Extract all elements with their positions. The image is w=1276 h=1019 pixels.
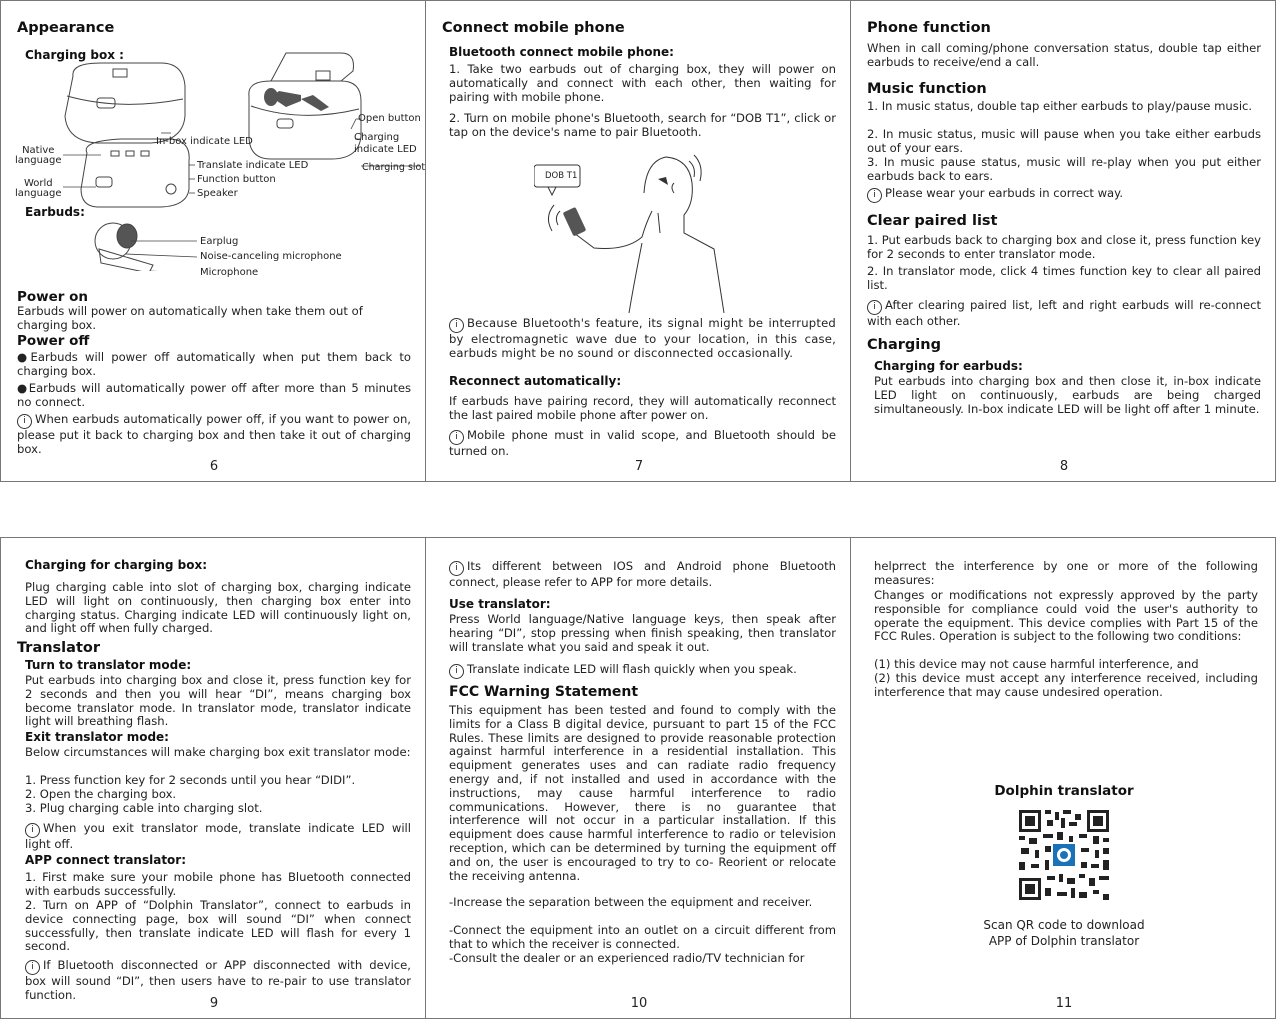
exit-info-text: When you exit translator mode, translate indicate LED will light off. (25, 821, 411, 851)
exit-info (25, 822, 411, 852)
label-speaker: Speaker (197, 188, 238, 199)
bt-connect-subtitle: Bluetooth connect mobile phone: (449, 45, 674, 59)
scope-info (449, 429, 836, 459)
phone-function-title: Phone function (867, 20, 991, 36)
label-charging-led: Charging indicate LED (354, 132, 417, 155)
page-11 (850, 537, 1276, 1019)
fcc-changes-text: Changes or modifications not expressly approved by the party responsible for compliance could void the user's authority to operate the equipment. This device complies with Part 15 of the FCC Rules. Operation is subject to the following two conditions: (874, 588, 1258, 644)
power-off-title: Power off (17, 333, 90, 349)
scan-text-2: APP of Dolphin translator (988, 934, 1140, 948)
qr-code-icon (1017, 808, 1111, 902)
earbuds-label: Earbuds: (25, 205, 85, 219)
music-item-3 (867, 156, 1261, 184)
music-item-1 (867, 100, 1261, 114)
exit-intro: Below circumstances will make charging box exit translator mode: (25, 745, 411, 759)
fcc-condition-2: (2) this device must accept any interference received, including interference that may cause undesired operation. (874, 671, 1258, 699)
fcc-measure-2: -Connect the equipment into an outlet on a circuit different from that to which the receiver is connected. (449, 923, 836, 951)
step-2-text: Turn on mobile phone's Bluetooth, search for “DOB T1”, click or tap on the device's name to pair Bluetooth. (449, 111, 836, 139)
step-1-num: 1. (449, 62, 468, 76)
label-noise-mic: Noise-canceling microphone (200, 251, 342, 262)
connect-title: Connect mobile phone (442, 20, 625, 36)
item-num: 1. (25, 870, 43, 884)
charging-earbuds-text: Put earbuds into charging box and then close it, in-box indicate LED light on continuously, earbuds are being charged simultaneously. In-box indicate LED will be light off after 1 minute. (874, 374, 1261, 416)
fcc-measure-3: -Consult the dealer or an experienced radio/TV technician for (449, 951, 805, 965)
exit-item-1: 1. Press function key for 2 seconds until you hear “DIDI”. (25, 773, 356, 787)
info-icon: i (25, 823, 40, 838)
clear-text-2: In translator mode, click 4 times function key to clear all paired list. (867, 264, 1261, 292)
translate-led-info-text: Translate indicate LED will flash quickly when you speak. (467, 662, 797, 676)
music-info-text: Please wear your earbuds in correct way. (885, 186, 1124, 200)
charging-title: Charging (867, 337, 941, 353)
charging-box-subtitle: Charging for charging box: (25, 558, 207, 572)
label-microphone: Microphone (200, 267, 259, 278)
turn-to-translator-text: Put earbuds into charging box and close it, press function key for 2 seconds and then you will hear “DI”, means charging box become translator mode. In translator mode, translator indicate light will breathing flash. (25, 673, 411, 729)
item-num: 2. (25, 898, 44, 912)
exit-translator-subtitle: Exit translator mode: (25, 730, 169, 744)
bluetooth-name-bubble: DOB T1 (545, 171, 578, 181)
use-translator-subtitle: Use translator: (449, 597, 551, 611)
label-function-button: Function button (197, 174, 276, 185)
exit-item-3: 3. Plug charging cable into charging slot. (25, 801, 263, 815)
page-number: 8 (1059, 459, 1069, 474)
label-native-language: Native language (15, 145, 62, 166)
reconnect-subtitle: Reconnect automatically: (449, 374, 622, 388)
clear-info-text: After clearing paired list, left and right earbuds will re-connect with each other. (867, 298, 1261, 328)
info-icon: i (867, 188, 882, 203)
charging-box-text: Plug charging cable into slot of charging box, charging indicate LED will light on continuously, then charging box enter into charging status. Charging indicate LED will continuously light on, and light off when fully charged. (25, 580, 411, 636)
music-function-title: Music function (867, 81, 987, 97)
clear-text-1: Put earbuds back to charging box and close it, press function key for 2 seconds to enter translator mode. (867, 233, 1261, 261)
music-item-2 (867, 128, 1261, 156)
page-number: 11 (1055, 996, 1073, 1011)
step-2 (449, 112, 836, 140)
info-icon: i (449, 430, 464, 445)
power-on-title: Power on (17, 289, 89, 305)
charging-box-label: Charging box : (25, 48, 124, 62)
page-8 (850, 0, 1276, 482)
scope-info-text: Mobile phone must in valid scope, and Bluetooth should be turned on. (449, 428, 836, 458)
label-world-language: World language (15, 178, 62, 199)
music-text-3: In music pause status, music will re-play when you put either earbuds back to ears. (867, 155, 1261, 183)
fcc-title: FCC Warning Statement (449, 684, 639, 700)
label-open-button: Open button (358, 113, 421, 124)
item-num: 3. (867, 155, 884, 169)
step-2-num: 2. (449, 111, 465, 125)
clear-item-1 (867, 234, 1261, 262)
page-number: 10 (630, 996, 648, 1011)
info-icon: i (449, 318, 464, 333)
app-connect-subtitle: APP connect translator: (25, 853, 187, 867)
bullet-icon: ● (17, 350, 31, 364)
clear-item-2 (867, 265, 1261, 293)
info-icon: i (25, 960, 40, 975)
bullet-icon: ● (17, 381, 29, 395)
app-text-2: Turn on APP of “Dolphin Translator”, connect to earbuds in device connecting page, box will sound “DI” when connect successfully, then translate indicate LED will flash for every 1 second. (25, 898, 412, 954)
item-num: 2. (867, 127, 883, 141)
appearance-title: Appearance (17, 20, 115, 36)
power-off-item-2 (17, 382, 411, 410)
power-off-item-1 (17, 351, 411, 379)
item-num: 2. (867, 264, 883, 278)
label-translate-led: Translate indicate LED (197, 160, 309, 171)
page-9 (0, 537, 426, 1019)
clear-paired-title: Clear paired list (867, 213, 998, 229)
power-on-text: Earbuds will power on automatically when take them out of charging box. (17, 304, 363, 332)
info-icon: i (867, 300, 882, 315)
power-off-info-text: When earbuds automatically power off, if you want to power on, please put it back to charging box and then take it out of charging box. (17, 412, 411, 456)
fcc-continued-text: helprrect the interference by one or more of the following measures: (874, 559, 1258, 587)
label-earplug: Earplug (200, 236, 239, 247)
page-number: 9 (209, 996, 219, 1011)
translator-title: Translator (17, 640, 100, 656)
reconnect-text: If earbuds have pairing record, they will automatically reconnect the last paired mobile phone after power on. (449, 394, 836, 422)
fcc-text: This equipment has been tested and found to comply with the limits for a Class B digital device, pursuant to part 15 of the FCC Rules. These limits are designed to provide reasonable protection against harmful interference in a residential installation. This equipment generates uses and can radiate radio frequency energy and, if not installed and used in accordance with the instructions, may cause harmful interference to radio communications. However, there is no guarantee that interference will not occur in a particular installation. If this equipment does cause harmful interference to radio or television reception, which can be determined by turning the equipment off and on, the user is encouraged to try to co- Reorient or relocate the receiving antenna. (449, 703, 836, 883)
scan-text-1: Scan QR code to download (983, 918, 1145, 932)
power-off-text-2: Earbuds will automatically power off after more than 5 minutes no connect. (17, 381, 412, 409)
item-num: 1. (867, 233, 882, 247)
music-info (867, 187, 1261, 203)
page-number: 7 (634, 459, 644, 474)
power-off-text-1: Earbuds will power off automatically when put them back to charging box. (17, 350, 411, 378)
fcc-measure-1: -Increase the separation between the equipment and receiver. (449, 895, 813, 909)
page-7 (425, 0, 851, 482)
fcc-condition-1: (1) this device may not cause harmful interference, and (874, 657, 1199, 671)
info-icon: i (449, 664, 464, 679)
info-icon: i (17, 414, 32, 429)
music-text-2: In music status, music will pause when you take either earbuds out of your ears. (867, 127, 1261, 155)
ios-android-info (449, 560, 836, 590)
step-1-text: Take two earbuds out of charging box, they will power on automatically and connect with each other, then waiting for pairing with mobile phone. (449, 62, 837, 104)
label-charging-slot: Charging slot (362, 162, 426, 173)
item-num: 1. (867, 99, 882, 113)
music-text-1: In music status, double tap either earbuds to play/pause music. (881, 99, 1253, 113)
power-off-info (17, 413, 411, 457)
app-title: Dolphin translator (994, 783, 1134, 799)
page-10 (425, 537, 851, 1019)
app-info-text: If Bluetooth disconnected or APP disconnected with device, box will sound “DI”, then users have to re-pair to use translator function. (25, 958, 411, 1002)
translate-led-info (449, 663, 836, 679)
step-1 (449, 63, 836, 104)
signal-info-text: Because Bluetooth's feature, its signal might be interrupted by electromagnetic wave due to your location, in this case, earbuds might be no sound or disconnected occasionally. (449, 316, 836, 360)
ios-android-info-text: Its different between IOS and Android phone Bluetooth connect, please refer to APP for more details. (449, 559, 836, 589)
app-item-2 (25, 899, 411, 954)
label-in-box-led: In-box indicate LED (156, 136, 253, 147)
app-text-1: First make sure your mobile phone has Bluetooth connected with earbuds successfully. (25, 870, 411, 898)
exit-item-2: 2. Open the charging box. (25, 787, 177, 801)
signal-info (449, 317, 836, 361)
info-icon: i (449, 561, 464, 576)
app-item-1 (25, 871, 411, 899)
page-number: 6 (209, 459, 219, 474)
page-6 (0, 0, 426, 482)
charging-earbuds-subtitle: Charging for earbuds: (874, 359, 1023, 373)
clear-info (867, 299, 1261, 329)
use-translator-text: Press World language/Native language keys, then speak after hearing “DI”, stop pressing when finish speaking, then translator will translate what you said and speak it out. (449, 612, 836, 654)
turn-to-translator-subtitle: Turn to translator mode: (25, 658, 192, 672)
phone-function-text: When in call coming/phone conversation status, double tap either earbuds to receive/end a call. (867, 41, 1261, 69)
